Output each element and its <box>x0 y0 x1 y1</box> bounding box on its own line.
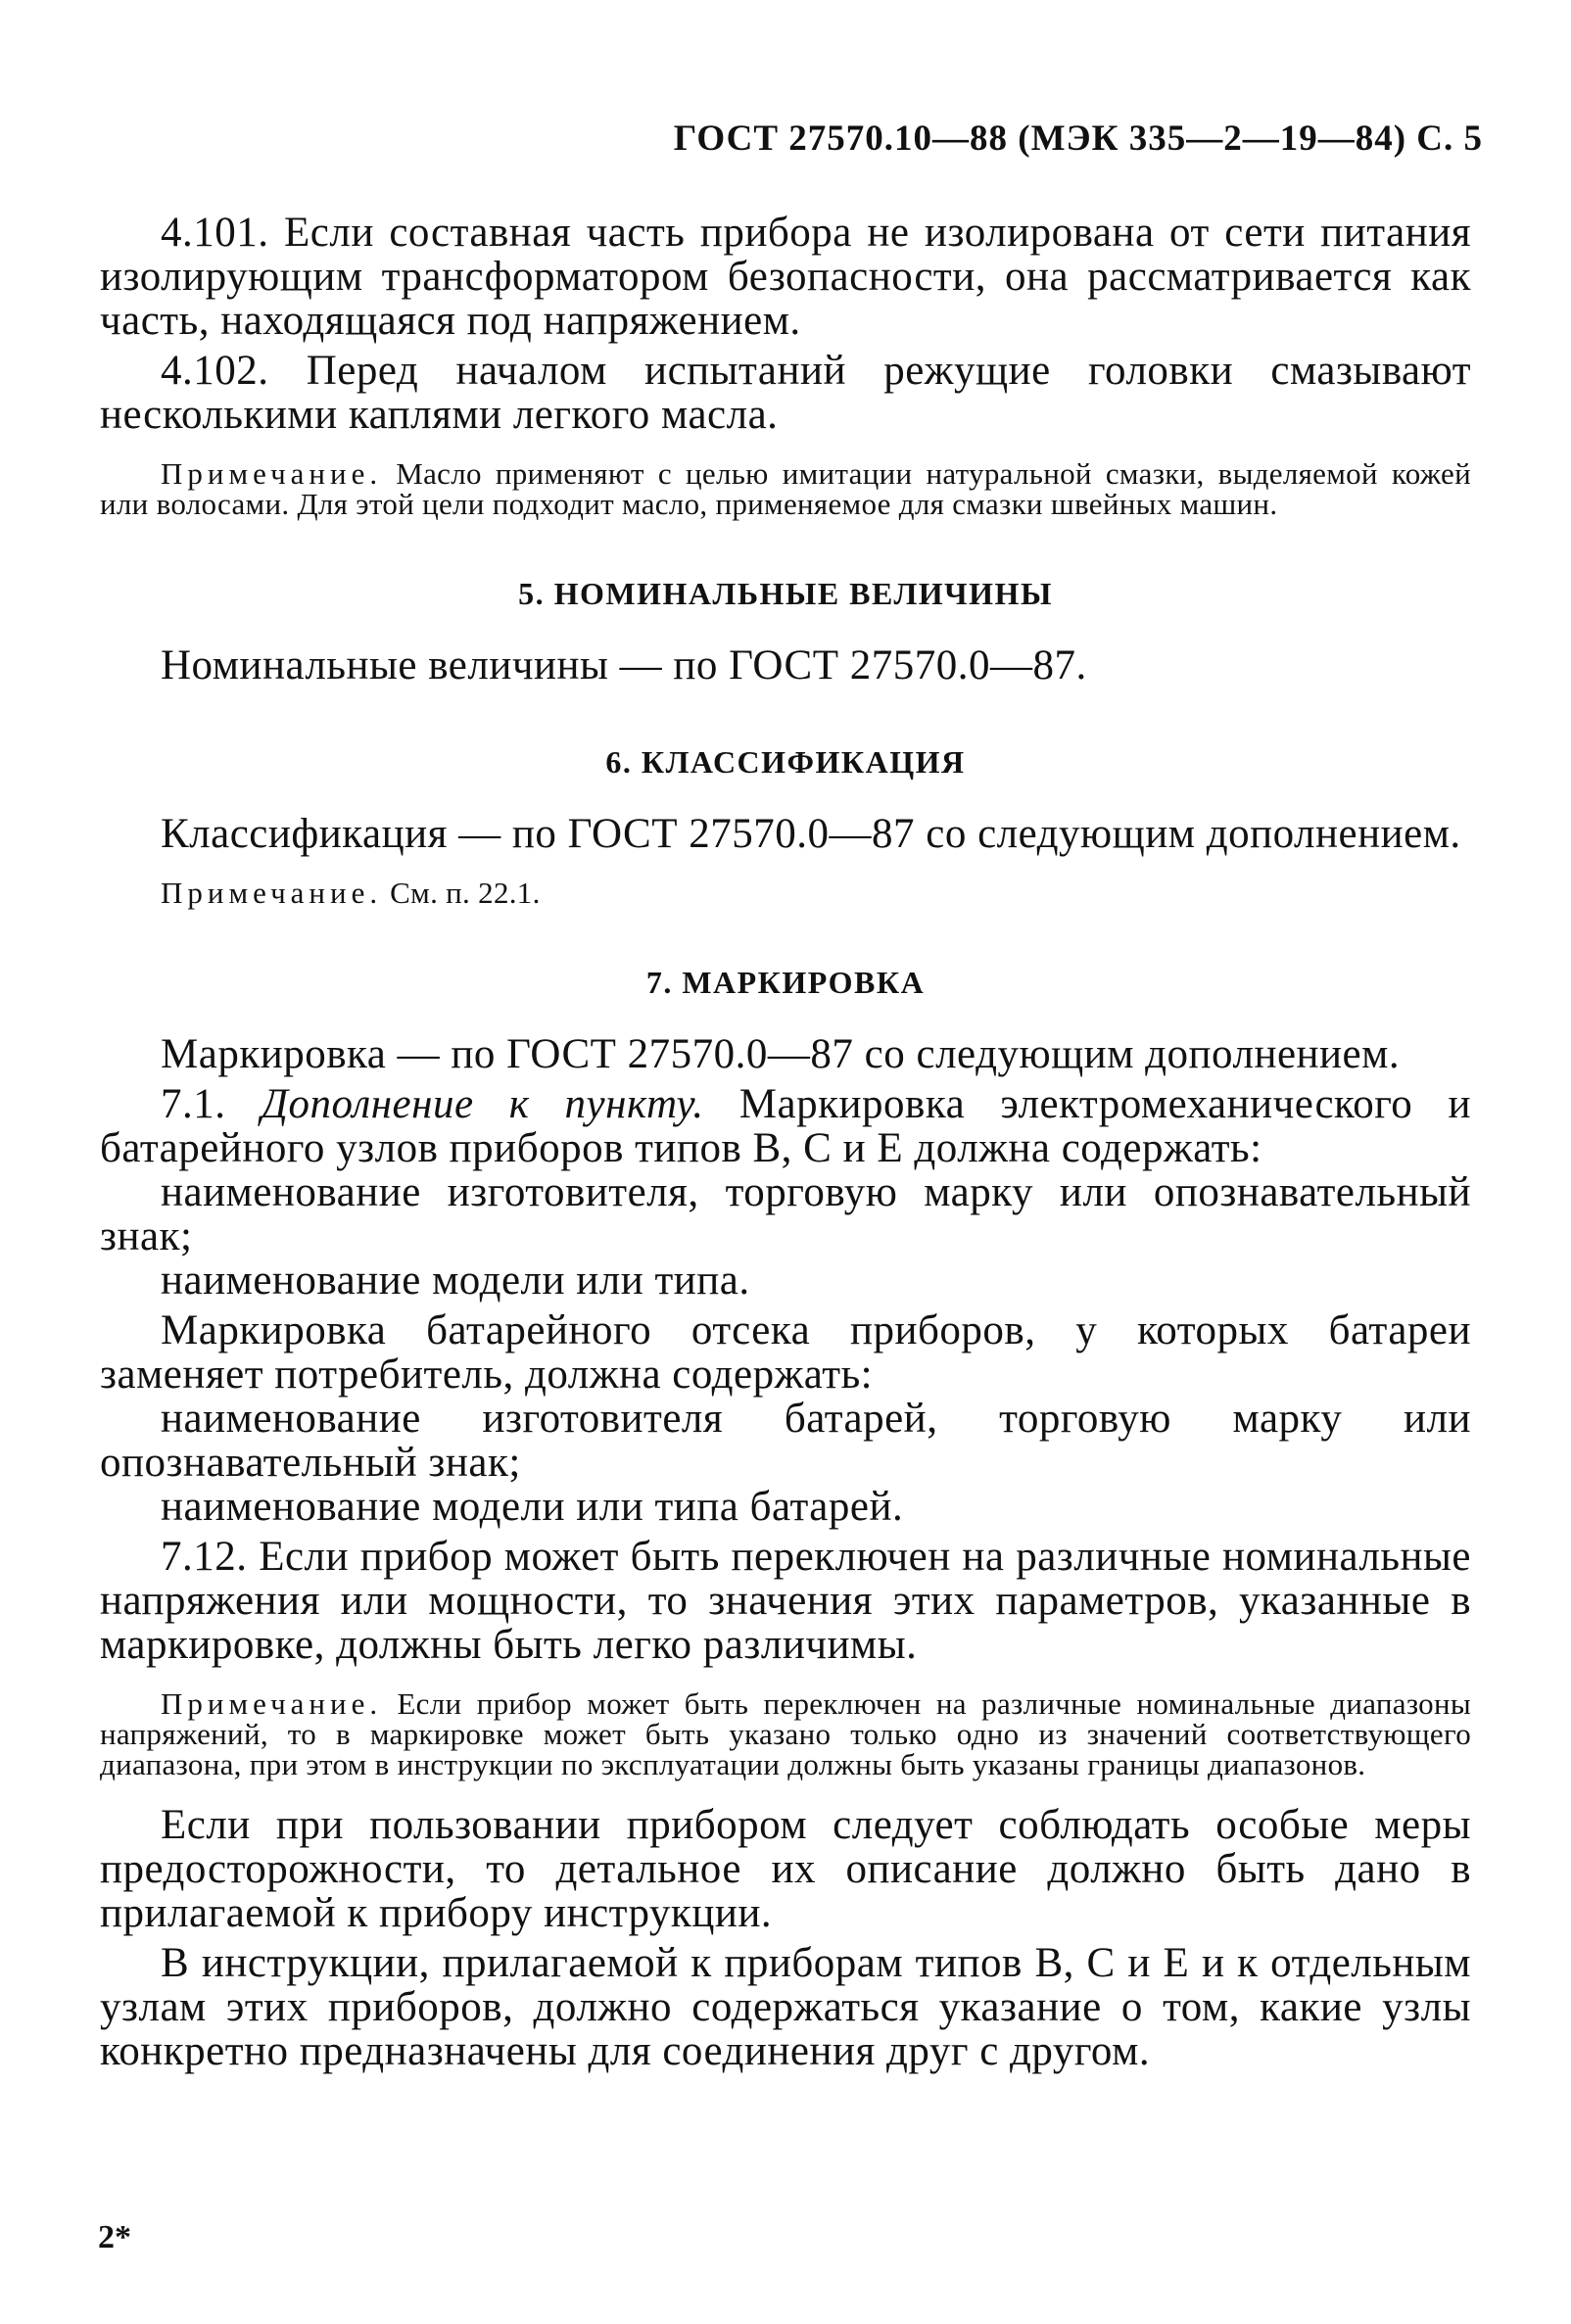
section-7-title: 7. МАРКИРОВКА <box>645 965 926 1000</box>
paragraph-7-12: 7.12. Если прибор может быть переключен на различные номинальные напряжения или мощности, то значения этих параметров, указанные в маркировке, должны быть легко различимы. <box>100 1534 1471 1668</box>
note-label: Примечание. <box>161 456 383 491</box>
section-7-note <box>100 1688 1471 1779</box>
precaution-paragraph: Если при пользовании прибором следует соблюдать особые меры предосторожности, то детальное их описание должно быть дано в прилагаемой к прибору инструкции. <box>100 1802 1471 1936</box>
note-text: См. п. 22.1. <box>382 876 541 910</box>
paragraph-4-102: 4.102. Перед началом испытаний режущие головки смазывают несколькими каплями легкого масла. <box>100 348 1471 438</box>
section-5-text: Номинальные величины — по ГОСТ 27570.0—87. <box>161 642 1087 688</box>
section-5-title: 5. НОМИНАЛЬНЫЕ ВЕЛИЧИНЫ <box>518 576 1053 611</box>
note-text: Масло применяют с целью имитации натуральной смазки, выделяемой кожей или волосами. Для этой цели подходит масло, применяемое для смазки швейных машин. <box>100 456 1471 521</box>
section-7-intro: Маркировка — по ГОСТ 27570.0—87 со следующим дополнением. <box>161 1031 1401 1077</box>
section-6-text: Классификация — по ГОСТ 27570.0—87 со следующим дополнением. <box>161 811 1461 857</box>
paragraph-7-1-italic: Дополнение к пункту. <box>225 1081 704 1127</box>
instruction-paragraph: В инструкции, прилагаемой к приборам типов В, С и Е и к отдельным узлам этих приборов, должно содержаться указание о том, какие узлы конкретно предназначены для соединения друг с другом. <box>100 1940 1471 2074</box>
section-6-title: 6. КЛАССИФИКАЦИЯ <box>605 744 966 780</box>
note-1 <box>100 458 1471 519</box>
document-body <box>100 211 1471 2073</box>
list-item: наименование модели или типа. <box>161 1257 750 1304</box>
paragraph-7-1-number: 7.1. <box>161 1081 226 1127</box>
note-label: Примечание. <box>161 1686 383 1721</box>
paragraph-7-1-text: Маркировка электромеханического и батарейного узлов приборов типов В, С и Е должна содержать: <box>100 1081 1471 1171</box>
signature-mark: 2* <box>98 2219 131 2255</box>
paragraph-4-101: 4.101. Если составная часть прибора не изолирована от сети питания изолирующим трансформатором безопасности, она рассматривается как часть, находящаяся под напряжением. <box>100 210 1471 344</box>
battery-paragraph: Маркировка батарейного отсека приборов, у которых батареи заменяет потребитель, должна содержать: <box>100 1307 1471 1398</box>
section-6-note <box>100 877 1471 908</box>
paragraph-7-1 <box>100 1082 1471 1170</box>
page-header: ГОСТ 27570.10—88 (МЭК 335—2—19—84) С. 5 <box>673 119 1483 159</box>
list-item: наименование изготовителя батарей, торговую марку или опознавательный знак; <box>100 1396 1471 1486</box>
note-label: Примечание. <box>161 876 383 910</box>
note-text: Если прибор может быть переключен на различные номинальные диапазоны напряжений, то в маркировке может быть указано только одно из значений соответствующего диапазона, при этом в инструкции по эксплуатации должны быть указаны границы диапазонов. <box>100 1686 1471 1781</box>
list-item: наименование модели или типа батарей. <box>161 1484 904 1530</box>
list-item: наименование изготовителя, торговую марку или опознавательный знак; <box>100 1169 1471 1259</box>
